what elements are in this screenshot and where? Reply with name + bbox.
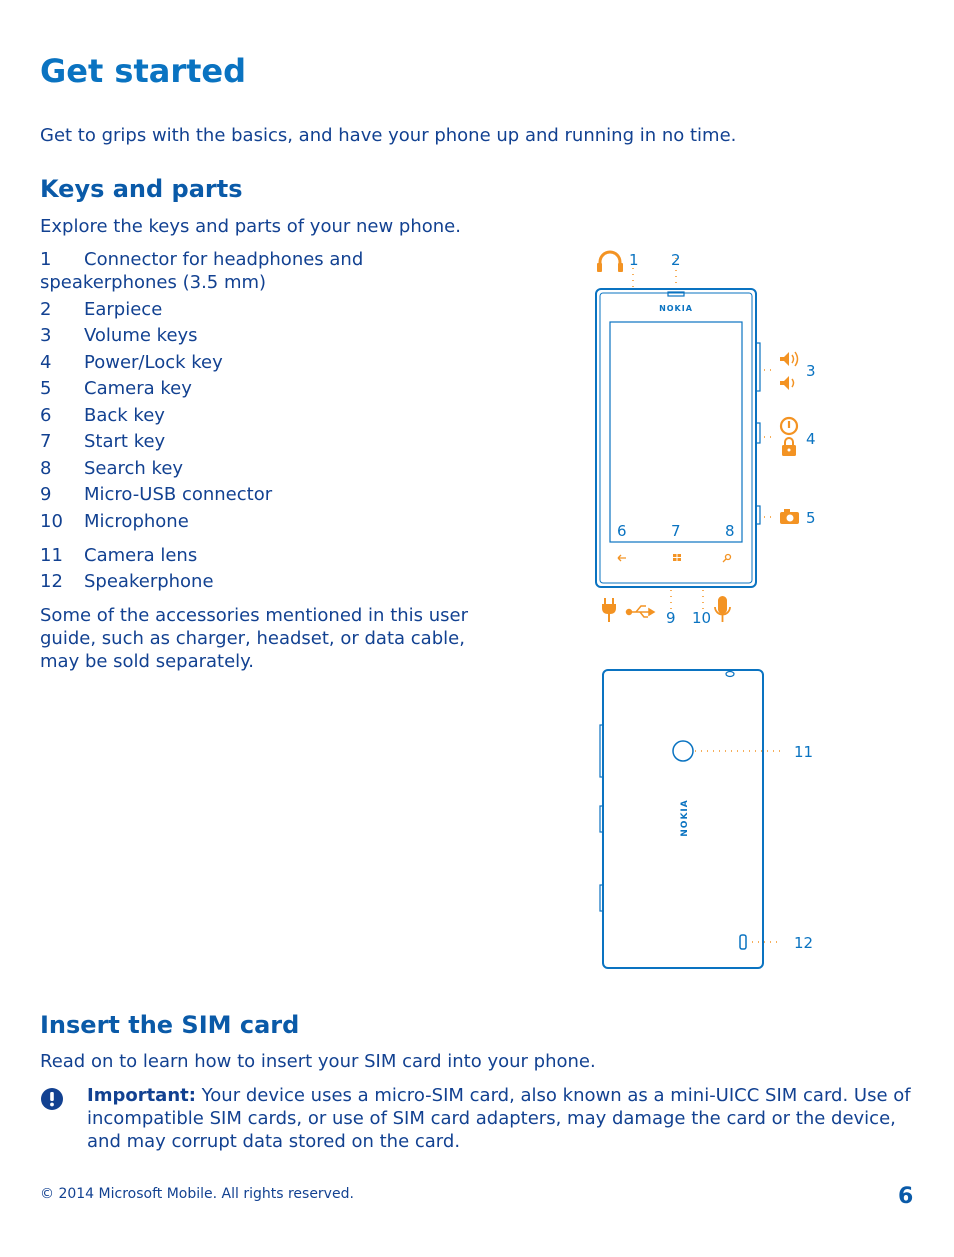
phone-screen (610, 322, 742, 542)
callout-11: 11 (794, 743, 814, 761)
accessories-note: Some of the accessories mentioned in this user guide, such as charger, headset, or data cable, may be sold separately. (40, 605, 469, 672)
parts-list (40, 248, 480, 597)
callout-9: 9 (666, 609, 676, 627)
keys-section-intro: Explore the keys and parts of your new phone. (40, 216, 461, 237)
list-item: 6 Back key (40, 404, 165, 426)
page-number: 6 (898, 1184, 914, 1209)
usb-icon (627, 606, 655, 617)
callout-8: 8 (725, 522, 735, 540)
power-key (756, 423, 760, 443)
callout-10: 10 (692, 609, 712, 627)
list-item: 10 Microphone (40, 510, 189, 532)
camera-icon (780, 509, 799, 524)
callout-12: 12 (794, 934, 814, 952)
list-item: 7 Start key (40, 431, 166, 452)
microphone-icon (715, 596, 730, 622)
lock-icon (782, 438, 796, 456)
windows-logo-icon (673, 554, 681, 561)
page-intro: Get to grips with the basics, and have your phone up and running in no time. (40, 125, 737, 146)
important-label: Important: (87, 1085, 196, 1106)
copyright: © 2014 Microsoft Mobile. All rights reserved. (40, 1186, 354, 1202)
phone-diagram (580, 240, 840, 980)
back-arrow-icon (618, 555, 626, 561)
charger-plug-icon (602, 598, 616, 622)
camera-lens (673, 741, 693, 761)
volume-keys (756, 343, 760, 391)
sim-section-intro: Read on to learn how to insert your SIM card into your phone. (40, 1051, 596, 1072)
important-text: Your device uses a micro-SIM card, also known as a mini-UICC SIM card. Use of incompatible SIM cards, or use of SIM card adapters, may damage the card or the device, and may corrupt data stored on the card. (87, 1085, 911, 1152)
page-title: Get started (40, 52, 247, 90)
list-item: 1 Connector for headphones and speakerphones (3.5 mm) (40, 249, 364, 293)
brand-logo-back: NOKIA (680, 799, 690, 837)
callout-2: 2 (671, 251, 681, 269)
volume-down-icon (780, 376, 789, 390)
keys-section-heading: Keys and parts (40, 175, 243, 203)
list-item: 12 Speakerphone (40, 571, 214, 592)
list-item: 9 Micro-USB connector (40, 484, 273, 505)
headphones-icon (600, 252, 620, 270)
list-item: 11 Camera lens (40, 544, 198, 566)
list-item: 5 Camera key (40, 378, 192, 399)
callout-3: 3 (806, 362, 816, 380)
power-icon (781, 418, 797, 434)
camera-key (756, 506, 760, 524)
list-item: 3 Volume keys (40, 325, 198, 346)
callout-6: 6 (617, 522, 627, 540)
speakerphone (740, 935, 746, 949)
volume-up-icon (780, 352, 789, 366)
important-icon (40, 1087, 64, 1111)
callout-1: 1 (629, 251, 639, 269)
search-icon (726, 555, 731, 560)
callout-7: 7 (671, 522, 681, 540)
brand-logo-front: NOKIA (659, 304, 693, 313)
list-item: 8 Search key (40, 457, 184, 479)
important-note (87, 1084, 917, 1153)
list-item: 2 Earpiece (40, 298, 163, 320)
sim-section-heading: Insert the SIM card (40, 1011, 300, 1039)
list-item: 4 Power/Lock key (40, 351, 223, 373)
callout-5: 5 (806, 509, 816, 527)
callout-4: 4 (806, 430, 816, 448)
